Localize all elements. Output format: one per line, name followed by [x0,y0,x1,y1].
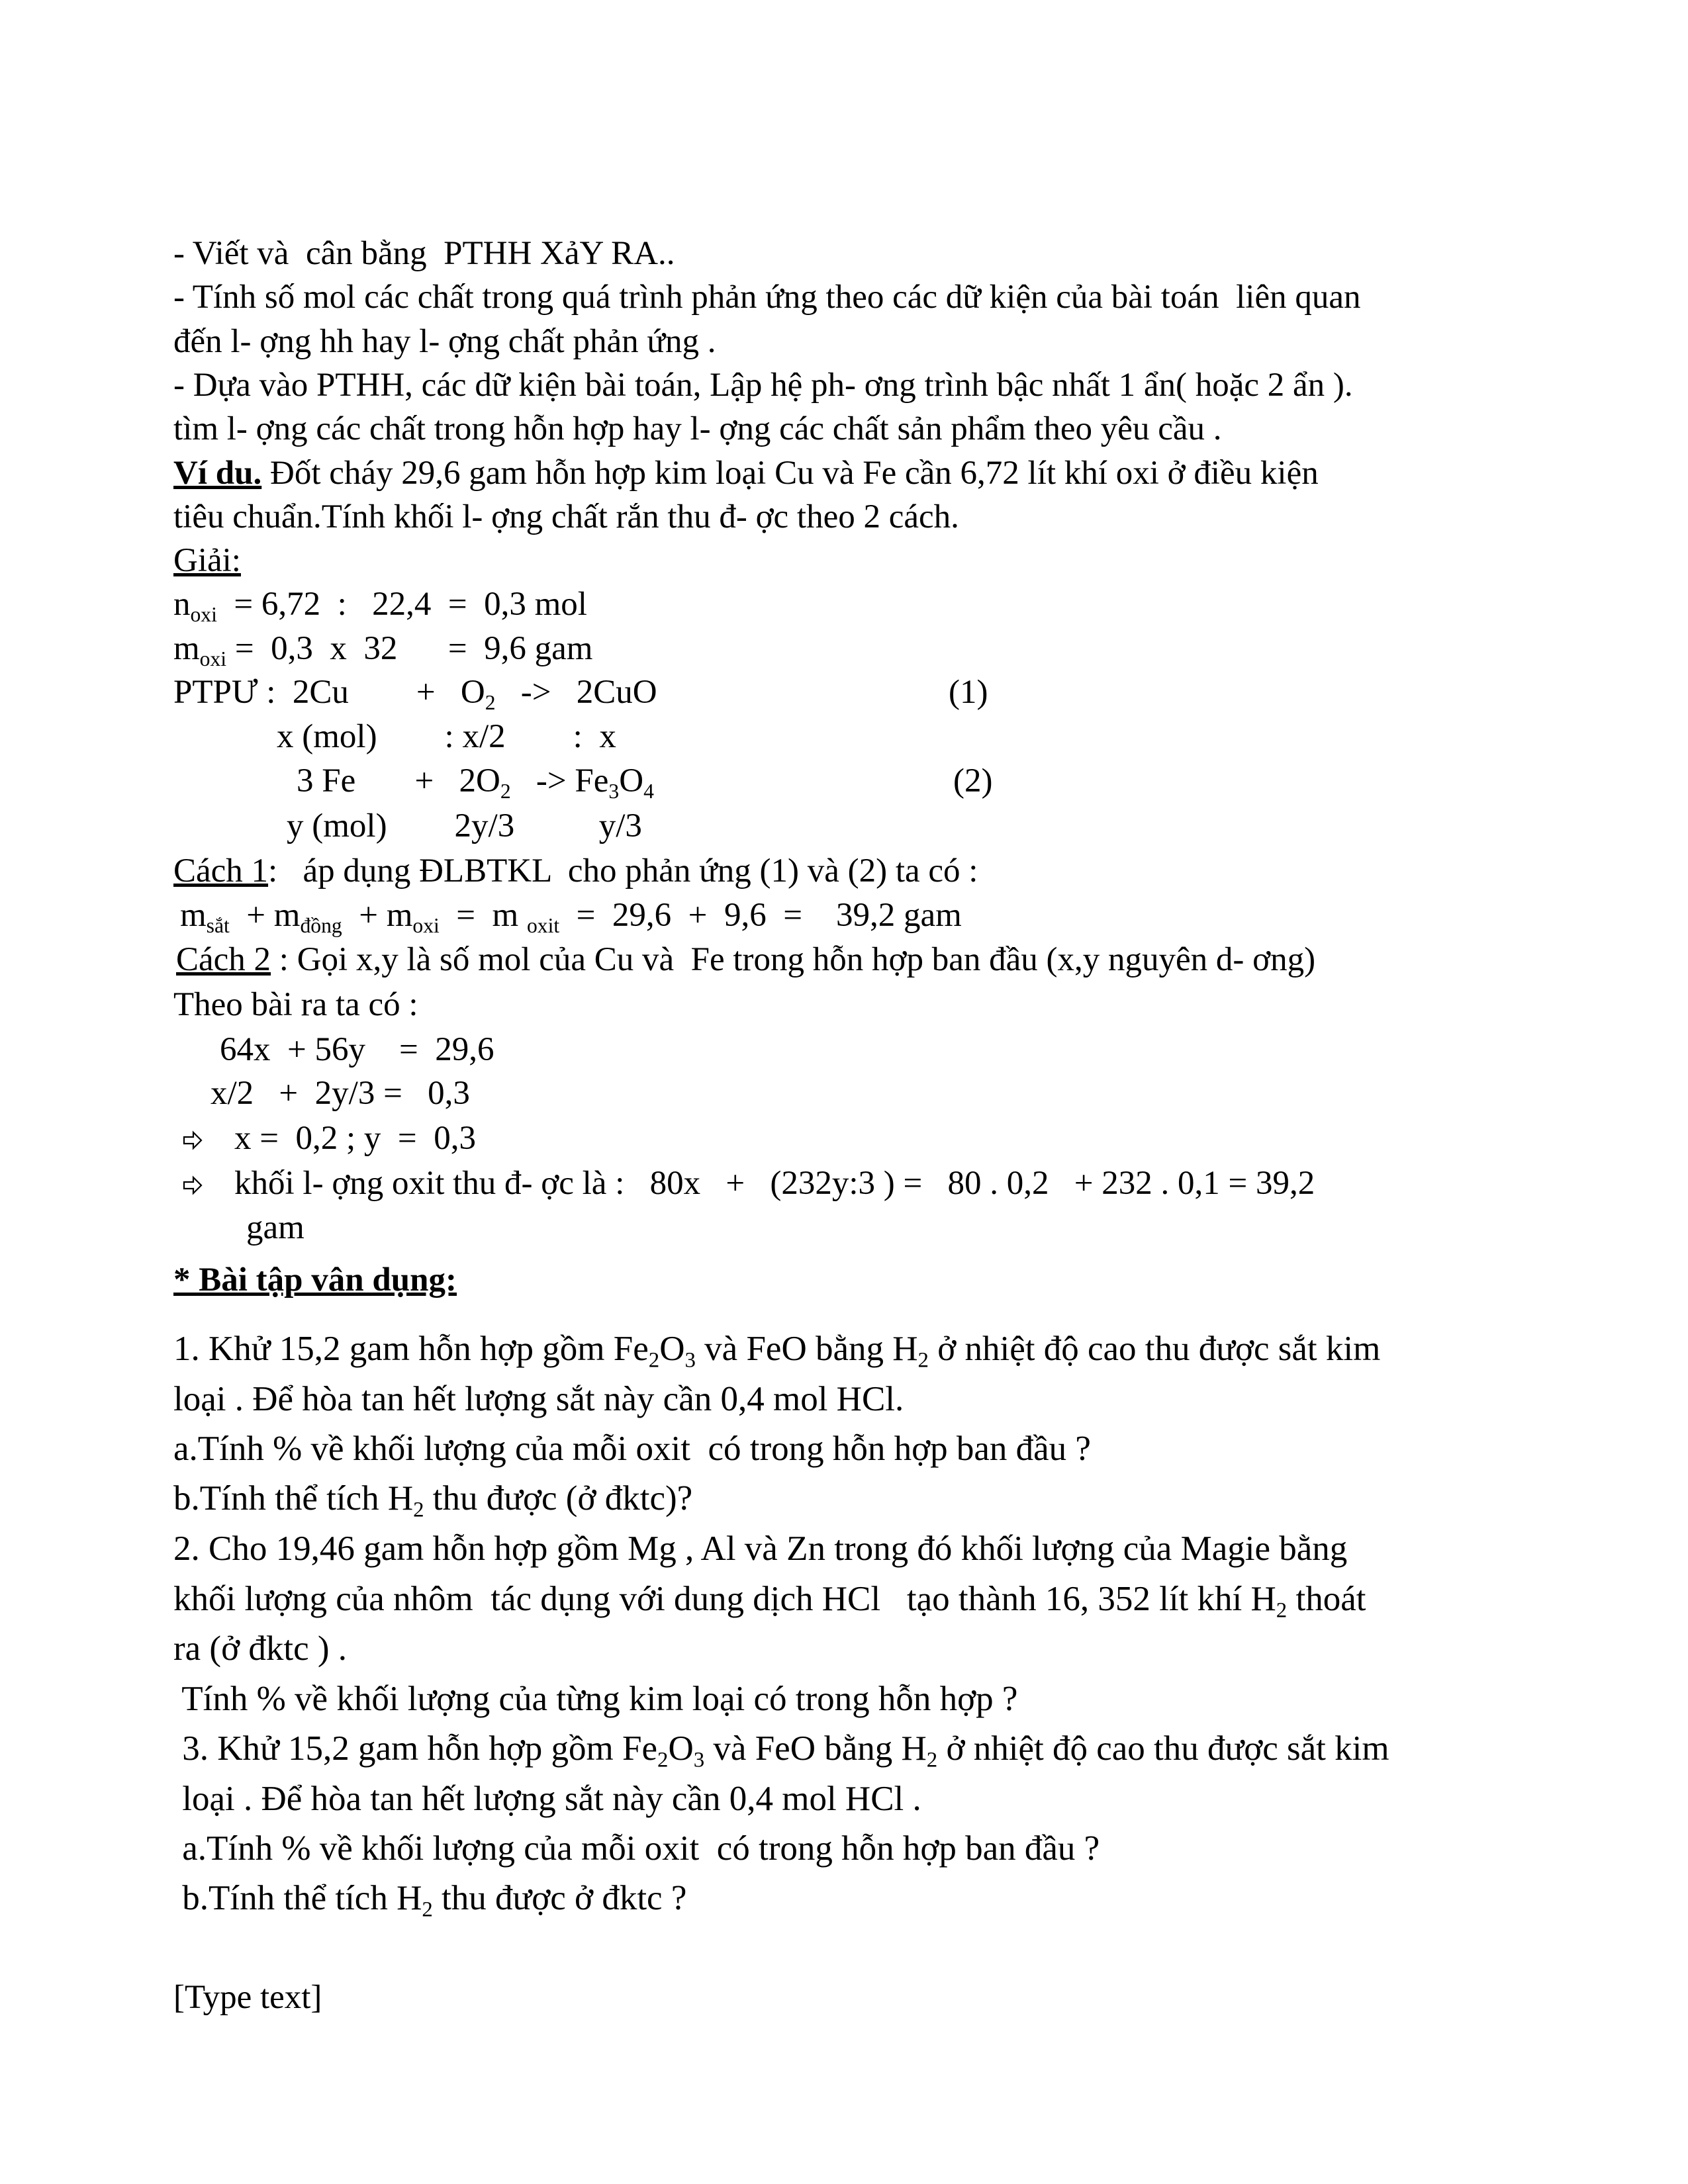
n-oxi-line: $n_{oxi} = 6,72$ : 22,4 = 0,3 mol [173,586,587,627]
reaction-1-moles: x (mol) : x/2 : x [277,718,616,755]
method-2-eq-2: x/2 + 2y/3 = 0,3 [211,1075,470,1112]
exercise-1-question-b: b.Tính thể tích $H_2$ thu được (ở đktc)? [173,1479,693,1522]
method-2-result-2: khối l- ợng oxit thu đ- ợc là : 80x + (232y:3 ) = 80 . 0,2 + 232 . 0,1 = 39,2 [183,1167,1315,1201]
intro-step-2-cont: đến l- ợng hh hay l- ợng chất phản ứng . [173,323,716,360]
example-line-2: tiêu chuẩn.Tính khối l- ợng chất rắn thu đ- ợc theo 2 cách. [173,498,959,535]
exercise-3-line-2: loại . Để hòa tan hết lượng sắt này cần 0,4 mol HCl . [173,1780,921,1818]
example-text-1: Đốt cháy 29,6 gam hỗn hợp kim loại Cu và Fe cần 6,72 lít khí oxi ở điều kiện [261,455,1319,492]
exercise-3-question-b: b.Tính thể tích $H_2$ thu được ở đktc ? [173,1879,687,1922]
reaction-2-number: (2) [953,762,993,799]
exercise-1-line-2: loại . Để hòa tan hết lượng sắt này cần 0,4 mol HCl. [173,1380,904,1418]
footer-text[interactable]: [Type text] [173,1979,322,2016]
example-line-1 [173,457,1319,490]
method-1-label: Cách 1 [173,852,269,889]
method-2-eq-1: 64x + 56y = 29,6 [220,1031,494,1068]
exercise-1-line-1: 1. Khử 15,2 gam hỗn hợp gồm $Fe_2O_3$ và FeO bằng $H_2$ ở nhiệt độ cao thu được sắt kim [173,1330,1381,1373]
method-2-result-2-cont: gam [246,1209,305,1246]
solution-label: Giải: [173,542,241,579]
exercise-1-question-a: a.Tính % về khối lượng của mỗi oxit có trong hỗn hợp ban đầu ? [173,1430,1091,1468]
reaction-2-moles: y (mol) 2y/3 y/3 [287,807,642,844]
method-2-line: Cách 2 : Gọi x,y là số mol của Cu và Fe trong hỗn hợp ban đầu (x,y nguyên d- ơng) [176,941,1316,978]
arrow-right-icon [183,1130,203,1150]
intro-step-3: - Dựa vào PTHH, các dữ kiện bài toán, Lập hệ ph- ơng trình bậc nhất 1 ẩn( hoặc 2 ẩn ). [173,367,1353,404]
m-oxi-line: $m_{oxi} = 0,3$ x 32 = 9,6 gam [173,630,593,671]
method-1-equation: $m_{sắt} + m_{đồng} + m_{oxi} = m$ $_{oxit}$ = 29,6 + 9,6 = 39,2 gam [180,897,962,938]
intro-step-2: - Tính số mol các chất trong quá trình phản ứng theo các dữ kiện của bài toán liên quan [173,279,1361,316]
method-1-line: Cách 1: áp dụng ĐLBTKL cho phản ứng (1) và (2) ta có : [173,852,978,889]
reaction-1-number: (1) [949,674,988,711]
method-2-given: Theo bài ra ta có : [173,986,418,1023]
arrow-right-icon [183,1175,203,1195]
method-2-result-1: x = 0,2 ; y = 0,3 [183,1122,476,1156]
reaction-2: 3 Fe + $2O_2 -> Fe_3O_4$ [297,762,654,803]
exercises-heading: * Bài tập vân dụng: [173,1261,457,1298]
method-2-label: Cách 2 [176,941,271,978]
intro-step-1: - Viết và cân bằng PTHH XảY RA.. [173,235,675,272]
exercise-3-line-1: 3. Khử 15,2 gam hỗn hợp gồm $Fe_2O_3$ và FeO bằng $H_2$ ở nhiệt độ cao thu được sắt kim [173,1729,1389,1772]
exercise-2-line-2: khối lượng của nhôm tác dụng với dung dịch HCl tạo thành 16, 352 lít khí $H_2$ thoát [173,1580,1366,1623]
intro-step-3-cont: tìm l- ợng các chất trong hỗn hợp hay l- ợng các chất sản phẩm theo yêu cầu . [173,410,1222,447]
exercise-2-question: Tính % về khối lượng của từng kim loại có trong hỗn hợp ? [173,1680,1018,1718]
exercise-3-question-a: a.Tính % về khối lượng của mỗi oxit có trong hỗn hợp ban đầu ? [173,1829,1100,1868]
example-label: Ví du. [173,455,262,492]
exercise-2-line-3: ra (ở đktc ) . [173,1629,347,1668]
reaction-1: PTPƯ : 2Cu + $O_2 -> 2CuO$ [173,674,657,715]
exercise-2-line-1: 2. Cho 19,46 gam hỗn hợp gồm Mg , Al và Zn trong đó khối lượng của Magie bằng [173,1529,1348,1568]
